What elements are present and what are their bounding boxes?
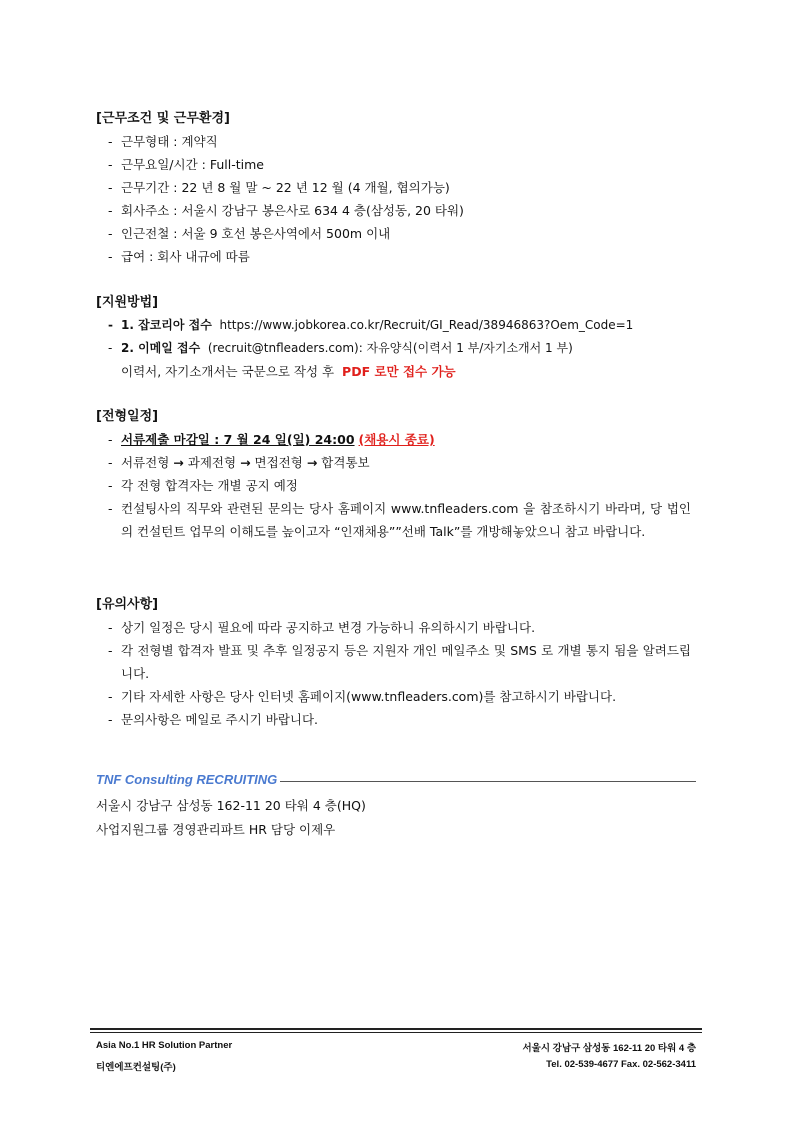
section-heading: [지원방법] [96, 295, 159, 310]
signature-contact: 사업지원그룹 경영관리파트 HR 담당 이제우 [96, 822, 336, 837]
list-item: - 각 전형별 합격자 발표 및 추후 일정공지 등은 지원자 개인 메일주소 및 SMS 로 개별 통지 됨을 알려드립니다. [108, 643, 691, 681]
signature-divider [280, 781, 696, 782]
list-item: - 기타 자세한 사항은 당사 인터넷 홈페이지(www.tnfleaders.com)를 참고하시기 바랍니다. [108, 689, 617, 704]
list-item-continuation: 이력서, 자기소개서는 국문으로 작성 후 PDF 로만 접수 가능 [121, 364, 456, 379]
application-method-section [96, 292, 696, 383]
arrow-icon: → [240, 455, 251, 470]
selection-schedule-section [96, 406, 696, 543]
section-heading: [근무조건 및 근무환경] [96, 111, 230, 126]
list-item: - 인근전철 : 서울 9 호선 봉은사역에서 500m 이내 [108, 226, 391, 241]
list-item-email: - 2. 이메일 접수 (recruit@tnfleaders.com): 자유양식(이력서 1 부/자기소개서 1 부) [108, 341, 573, 355]
deadline-notice: (채용시 종료) [358, 432, 435, 447]
section-heading: [전형일정] [96, 409, 159, 424]
list-item: - 문의사항은 메일로 주시기 바랍니다. [108, 712, 319, 727]
footer-address: 서울시 강남구 삼성동 162-11 20 타워 4 층 [522, 1043, 696, 1054]
work-conditions-section [96, 108, 696, 268]
list-item: - 컨설팅사의 직무와 관련된 문의는 당사 홈페이지 www.tnfleaders.com 을 참조하시기 바라며, 당 법인의 컨설턴트 업무의 이해도를 높이고자 “인재채용””선배 Talk”를 개방해놓았으니 참고 바랍니다. [108, 501, 691, 539]
arrow-icon: → [173, 455, 184, 470]
list-item: - 근무기간 : 22 년 8 월 말 ~ 22 년 12 월 (4 개월, 협의가능) [108, 180, 450, 195]
list-item: - 급여 : 회사 내규에 따름 [108, 249, 250, 264]
process-item: - 서류전형 → 과제전형 → 면접전형 → 합격통보 [108, 455, 370, 470]
list-item: - 상기 일정은 당시 필요에 따라 공지하고 변경 가능하니 유의하시기 바랍니다. [108, 620, 536, 635]
notes-section [96, 594, 696, 731]
footer-divider [90, 1032, 702, 1033]
list-item: - 근무요일/시간 : Full-time [108, 157, 264, 172]
signature-title: TNF Consulting RECRUITING [96, 772, 278, 787]
section-heading: [유의사항] [96, 597, 159, 612]
arrow-icon: → [306, 455, 318, 470]
footer-company: 티엔에프컨설팅(주) [96, 1062, 176, 1073]
email-apply-text: (recruit@tnfleaders.com): 자유양식(이력서 1 부/자기소개서 1 부) [207, 341, 573, 355]
list-item: - 근무형태 : 계약직 [108, 134, 218, 149]
pdf-only-notice: PDF 로만 접수 가능 [342, 364, 456, 379]
footer-phone: Tel. 02-539-4677 Fax. 02-562-3411 [546, 1059, 696, 1070]
list-item: - 각 전형 합격자는 개별 공지 예정 [108, 478, 298, 493]
list-item: - 회사주소 : 서울시 강남구 봉은사로 634 4 층(삼성동, 20 타워) [108, 203, 464, 218]
deadline-item: - 서류제출 마감일 : 7 월 24 일(일) 24:00 (채용시 종료) [108, 432, 435, 447]
list-item-jobkorea: - 1. 잡코리아 접수 https://www.jobkorea.co.kr/Recruit/GI_Read/38946863?Oem_Code=1 [108, 318, 634, 332]
signature-address: 서울시 강남구 삼성동 162-11 20 타워 4 층(HQ) [96, 798, 366, 813]
jobkorea-link[interactable]: https://www.jobkorea.co.kr/Recruit/GI_Read/38946863?Oem_Code=1 [219, 318, 634, 332]
footer-divider [90, 1028, 702, 1030]
footer-tagline: Asia No.1 HR Solution Partner [96, 1040, 233, 1051]
